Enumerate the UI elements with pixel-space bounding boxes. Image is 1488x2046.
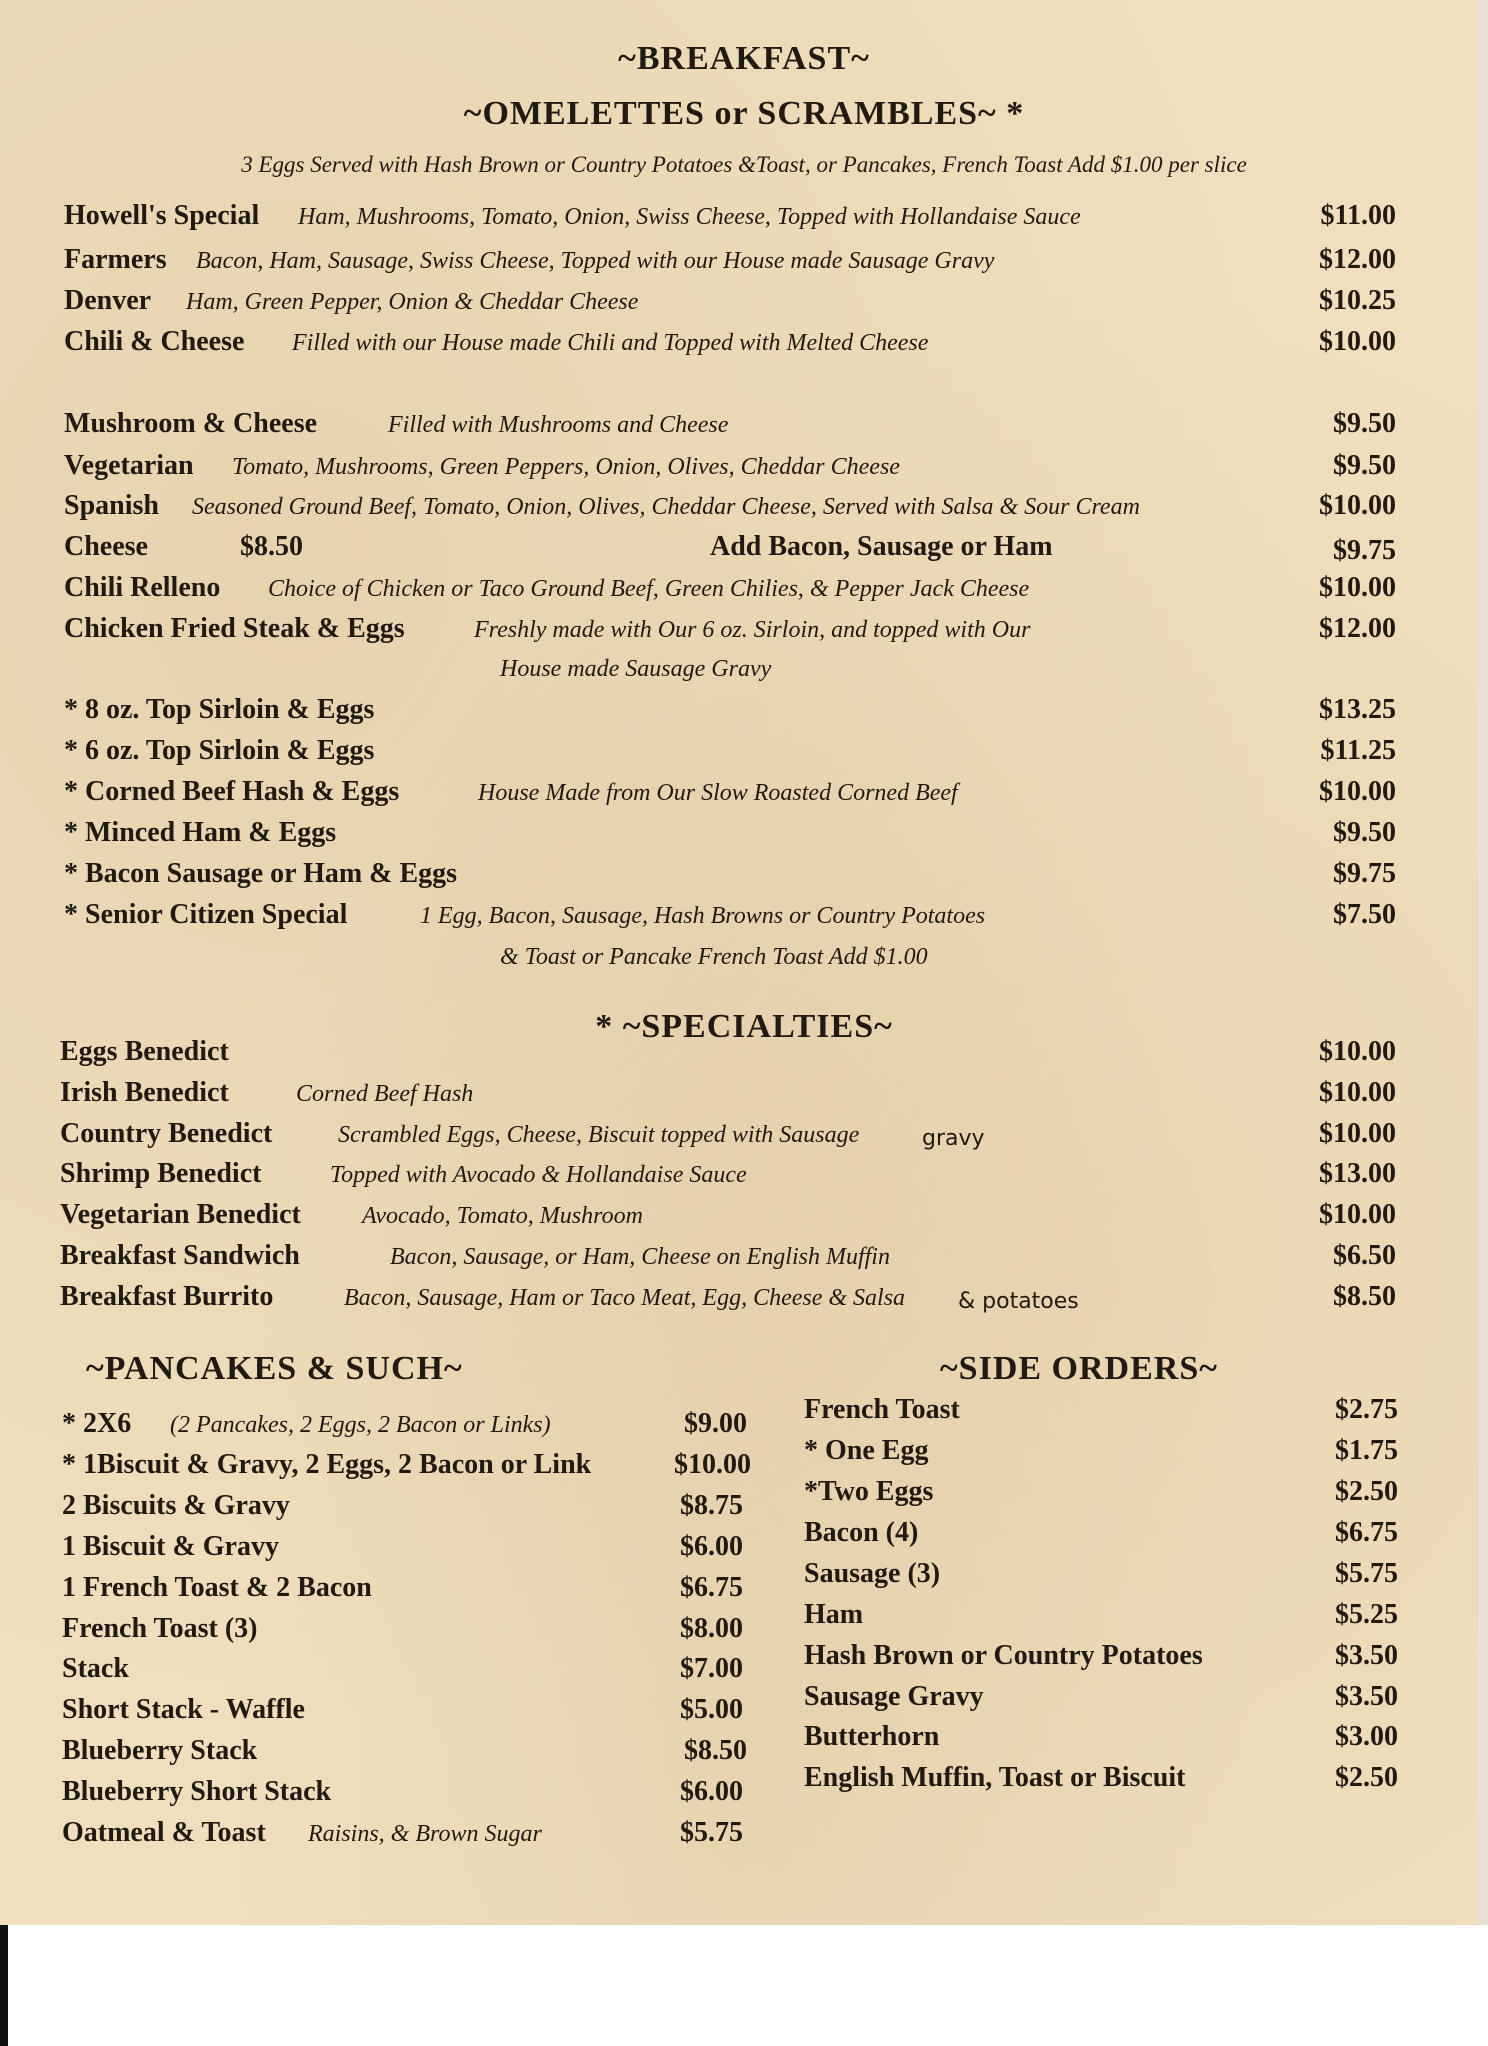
item-name: 1 Biscuit & Gravy xyxy=(62,1531,279,1562)
menu-item xyxy=(0,244,1478,284)
menu-item xyxy=(0,408,1478,448)
item-desc: Corned Beef Hash xyxy=(296,1081,474,1107)
omelettes-note: 3 Eggs Served with Hash Brown or Country Potatoes &Toast, or Pancakes, French Toast Add $1.00 per slice xyxy=(241,152,1247,177)
menu-item xyxy=(0,490,1478,530)
item-desc: Filled with Mushrooms and Cheese xyxy=(388,412,729,438)
item-desc-continued: & Toast or Pancake French Toast Add $1.00 xyxy=(500,944,928,970)
item-name: Mushroom & Cheese xyxy=(64,408,318,439)
item-name: Short Stack - Waffle xyxy=(62,1694,305,1725)
item-price: $3.50 xyxy=(1335,1681,1398,1712)
cheese-row xyxy=(0,531,1478,571)
item-name: Breakfast Sandwich xyxy=(60,1240,300,1271)
item-price: $8.50 xyxy=(684,1735,747,1766)
menu-item xyxy=(0,735,1478,775)
item-price: $2.50 xyxy=(1335,1762,1398,1793)
item-name: Chili & Cheese xyxy=(64,326,245,357)
item-price: $13.25 xyxy=(1319,694,1396,725)
item-desc: House Made from Our Slow Roasted Corned Beef xyxy=(478,780,958,806)
menu-item xyxy=(0,1681,1478,1721)
item-price: $6.00 xyxy=(680,1531,743,1562)
item-name: Howell's Special xyxy=(64,200,260,231)
item-price: $3.50 xyxy=(1335,1640,1398,1671)
breakfast-title: ~BREAKFAST~ xyxy=(618,40,870,77)
item-name: Vegetarian Benedict xyxy=(60,1199,301,1230)
item-name: Shrimp Benedict xyxy=(60,1158,262,1189)
item-name: * Minced Ham & Eggs xyxy=(64,817,337,848)
item-name: Blueberry Short Stack xyxy=(62,1776,332,1807)
item-desc: Choice of Chicken or Taco Ground Beef, Green Chilies, & Pepper Jack Cheese xyxy=(268,576,1030,602)
item-desc: Ham, Green Pepper, Onion & Cheddar Cheese xyxy=(186,289,639,315)
menu-item xyxy=(0,776,1478,816)
menu-item xyxy=(0,694,1478,734)
scan-edge xyxy=(0,1925,8,2046)
item-price: $10.00 xyxy=(1319,326,1396,357)
item-price: $5.25 xyxy=(1335,1599,1398,1630)
item-desc: Topped with Avocado & Hollandaise Sauce xyxy=(330,1162,747,1188)
menu-item xyxy=(0,1517,1478,1557)
item-name: * 8 oz. Top Sirloin & Eggs xyxy=(64,694,375,725)
item-desc: Bacon, Ham, Sausage, Swiss Cheese, Topped with our House made Sausage Gravy xyxy=(196,248,995,274)
item-price: $10.00 xyxy=(674,1449,751,1480)
menu-item xyxy=(0,572,1478,612)
item-name: * 2X6 xyxy=(62,1408,132,1439)
item-name: Blueberry Stack xyxy=(62,1735,258,1766)
menu-item-continued xyxy=(0,652,1478,692)
menu-item xyxy=(0,1817,1478,1857)
item-name: English Muffin, Toast or Biscuit xyxy=(804,1762,1186,1793)
item-price: $9.50 xyxy=(1333,408,1396,439)
item-desc: Bacon, Sausage, Ham or Taco Meat, Egg, Cheese & Salsa xyxy=(344,1285,906,1311)
item-name: Sausage (3) xyxy=(804,1558,941,1589)
menu-item xyxy=(0,1077,1478,1117)
menu-item xyxy=(0,1599,1478,1639)
item-name: Chicken Fried Steak & Eggs xyxy=(64,613,405,644)
item-desc: Filled with our House made Chili and Topped with Melted Cheese xyxy=(292,330,929,356)
item-name: Butterhorn xyxy=(804,1721,940,1752)
item-price: $8.00 xyxy=(680,1613,743,1644)
item-price: $10.00 xyxy=(1319,1077,1396,1108)
item-price: $8.50 xyxy=(240,531,303,562)
menu-item xyxy=(0,1640,1478,1680)
item-name: Hash Brown or Country Potatoes xyxy=(804,1640,1203,1671)
item-price: $9.75 xyxy=(1333,858,1396,889)
handwritten-note: gravy xyxy=(922,1126,985,1151)
item-name: Irish Benedict xyxy=(60,1077,229,1108)
menu-item xyxy=(0,1199,1478,1239)
item-name: French Toast (3) xyxy=(62,1613,258,1644)
item-name: * Corned Beef Hash & Eggs xyxy=(64,776,400,807)
item-name: Oatmeal & Toast xyxy=(62,1817,266,1848)
item-name: Chili Relleno xyxy=(64,572,221,603)
item-desc: Tomato, Mushrooms, Green Peppers, Onion, Olives, Cheddar Cheese xyxy=(232,454,900,480)
pancakes-title: ~PANCAKES & SUCH~ xyxy=(86,1350,463,1387)
specialties-title: * ~SPECIALTIES~ xyxy=(595,1008,893,1045)
item-price: $5.75 xyxy=(1335,1558,1398,1589)
item-price: $10.25 xyxy=(1319,285,1396,316)
item-desc: 1 Egg, Bacon, Sausage, Hash Browns or Country Potatoes xyxy=(420,903,986,929)
menu-item xyxy=(0,1036,1478,1076)
menu-item-continued xyxy=(0,940,1478,980)
item-price: $6.50 xyxy=(1333,1240,1396,1271)
item-name: * Senior Citizen Special xyxy=(64,899,348,930)
item-name: Breakfast Burrito xyxy=(60,1281,274,1312)
item-price: $2.50 xyxy=(1335,1476,1398,1507)
item-desc: Raisins, & Brown Sugar xyxy=(308,1821,542,1847)
item-price: $5.75 xyxy=(680,1817,743,1848)
item-name: French Toast xyxy=(804,1394,960,1425)
item-name: Farmers xyxy=(64,244,167,275)
menu-item xyxy=(0,899,1478,939)
item-desc: (2 Pancakes, 2 Eggs, 2 Bacon or Links) xyxy=(170,1412,551,1438)
item-name: Sausage Gravy xyxy=(804,1681,984,1712)
item-desc: Ham, Mushrooms, Tomato, Onion, Swiss Cheese, Topped with Hollandaise Sauce xyxy=(298,204,1081,230)
item-price: $2.75 xyxy=(1335,1394,1398,1425)
item-price: $6.75 xyxy=(1335,1517,1398,1548)
item-price: $12.00 xyxy=(1319,613,1396,644)
item-price: $8.75 xyxy=(680,1490,743,1521)
menu-item xyxy=(0,1558,1478,1598)
omelettes-title: ~OMELETTES or SCRAMBLES~ * xyxy=(463,95,1025,132)
item-price: $7.50 xyxy=(1333,899,1396,930)
item-price: $6.75 xyxy=(680,1572,743,1603)
item-price: $9.50 xyxy=(1333,450,1396,481)
item-price: $10.00 xyxy=(1319,776,1396,807)
menu-item xyxy=(0,1281,1478,1321)
item-price: $13.00 xyxy=(1319,1158,1396,1189)
menu-item xyxy=(0,285,1478,325)
menu-item xyxy=(0,1394,1478,1434)
item-name: Spanish xyxy=(64,490,159,521)
item-name: Bacon (4) xyxy=(804,1517,919,1548)
menu-item xyxy=(0,1435,1478,1475)
menu-item xyxy=(0,817,1478,857)
item-name: Ham xyxy=(804,1599,864,1630)
item-name: Denver xyxy=(64,285,152,316)
item-price: $5.00 xyxy=(680,1694,743,1725)
item-name: * 6 oz. Top Sirloin & Eggs xyxy=(64,735,375,766)
addon-label: Add Bacon, Sausage or Ham xyxy=(710,531,1053,562)
item-name: * One Egg xyxy=(804,1435,929,1466)
item-name: * Bacon Sausage or Ham & Eggs xyxy=(64,858,458,889)
item-price: $11.25 xyxy=(1320,735,1396,766)
item-name: Vegetarian xyxy=(64,450,194,481)
item-price: $10.00 xyxy=(1319,572,1396,603)
menu-item xyxy=(0,1762,1478,1802)
item-name: Stack xyxy=(62,1653,129,1684)
item-price: $9.50 xyxy=(1333,817,1396,848)
item-price: $12.00 xyxy=(1319,244,1396,275)
item-price: $6.00 xyxy=(680,1776,743,1807)
item-price: $11.00 xyxy=(1320,200,1396,231)
item-desc: Scrambled Eggs, Cheese, Biscuit topped with Sausage xyxy=(338,1122,860,1148)
item-price: $8.50 xyxy=(1333,1281,1396,1312)
menu-item xyxy=(0,858,1478,898)
menu-item xyxy=(0,1476,1478,1516)
item-desc: Seasoned Ground Beef, Tomato, Onion, Olives, Cheddar Cheese, Served with Salsa & Sour Cream xyxy=(192,494,1140,520)
item-price: $10.00 xyxy=(1319,1199,1396,1230)
item-price: $9.00 xyxy=(684,1408,747,1439)
menu-item xyxy=(0,1240,1478,1280)
item-desc: Bacon, Sausage, or Ham, Cheese on English Muffin xyxy=(390,1244,890,1270)
menu-item xyxy=(0,1721,1478,1761)
item-name: 2 Biscuits & Gravy xyxy=(62,1490,290,1521)
menu-item xyxy=(0,1158,1478,1198)
item-desc: Freshly made with Our 6 oz. Sirloin, and topped with Our xyxy=(474,617,1031,643)
item-name: 1 French Toast & 2 Bacon xyxy=(62,1572,372,1603)
sides-title: ~SIDE ORDERS~ xyxy=(940,1350,1218,1387)
item-price: $10.00 xyxy=(1319,1036,1396,1067)
menu-item xyxy=(0,1118,1478,1158)
menu-item xyxy=(0,326,1478,366)
item-name: Eggs Benedict xyxy=(60,1036,229,1067)
menu-item xyxy=(0,613,1478,653)
addon-price: $9.75 xyxy=(1333,535,1396,566)
item-desc: Avocado, Tomato, Mushroom xyxy=(362,1203,643,1229)
menu-item xyxy=(0,450,1478,490)
item-price: $3.00 xyxy=(1335,1721,1398,1752)
item-name: * 1Biscuit & Gravy, 2 Eggs, 2 Bacon or Link xyxy=(62,1449,592,1480)
item-name: *Two Eggs xyxy=(804,1476,934,1507)
menu-item xyxy=(0,200,1478,240)
item-name: Cheese xyxy=(64,531,148,562)
item-name: Country Benedict xyxy=(60,1118,273,1149)
handwritten-note: & potatoes xyxy=(958,1289,1079,1314)
item-price: $7.00 xyxy=(680,1653,743,1684)
item-price: $10.00 xyxy=(1319,490,1396,521)
item-price: $10.00 xyxy=(1319,1118,1396,1149)
item-desc-continued: House made Sausage Gravy xyxy=(500,656,772,682)
item-price: $1.75 xyxy=(1335,1435,1398,1466)
